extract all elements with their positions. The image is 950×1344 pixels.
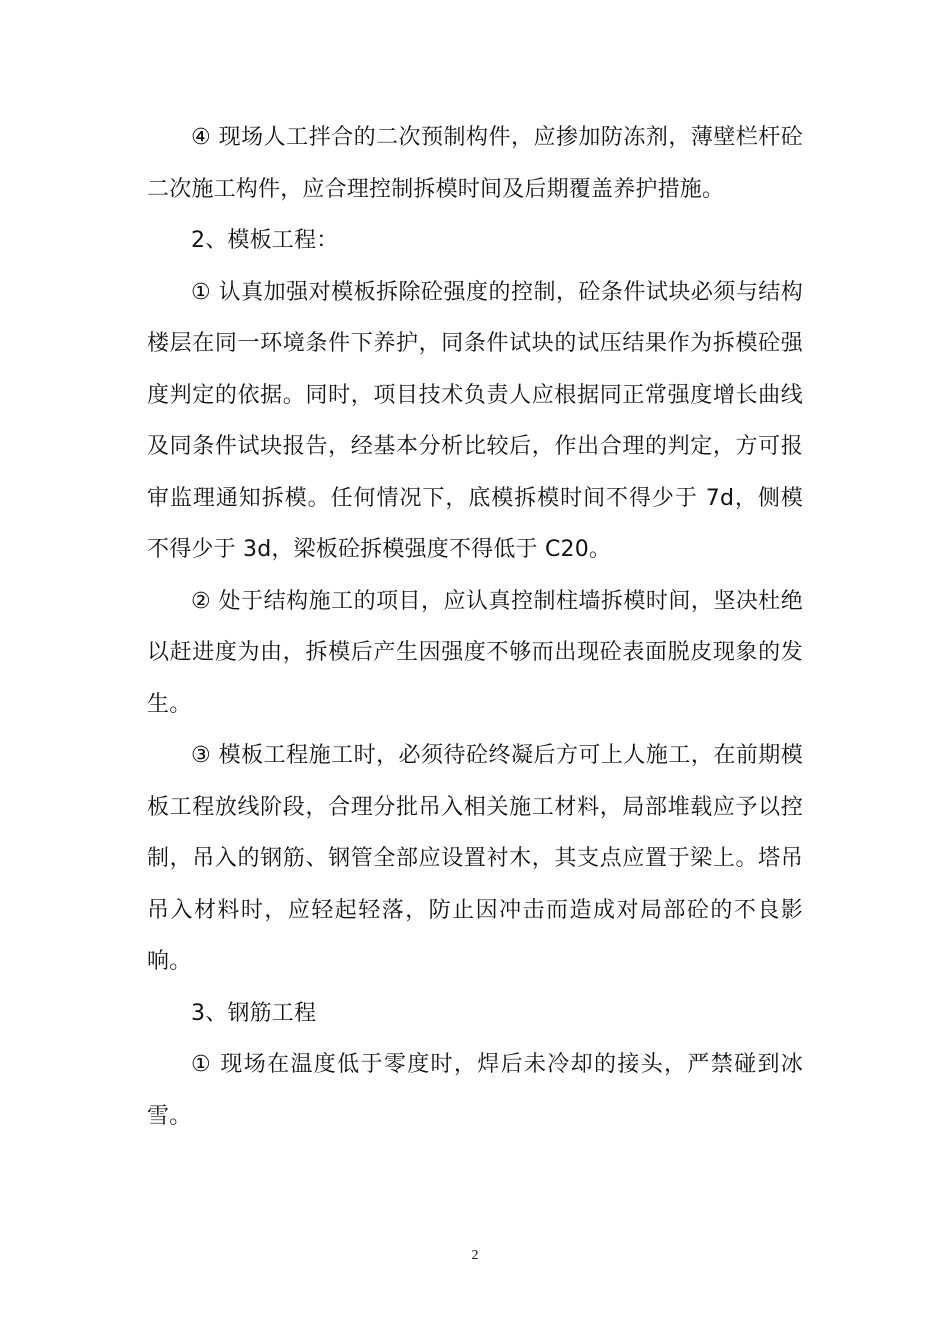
paragraph-formwork-removal-strength: ① 认真加强对模板拆除砼强度的控制，砼条件试块必须与结构楼层在同一环境条件下养护，同条件试块的试压结果作为拆模砼强度判定的依据。同时，项目技术负责人应根据同正常强度增长曲线及同条件试块报告，经基本分析比较后，作出合理的判定，方可报审监理通知拆模。任何情况下，底模拆模时间不得少于 7d，侧模不得少于 3d，梁板砼拆模强度不得低于 C20。 — [147, 279, 803, 562]
document-body — [147, 112, 803, 1142]
page-number: 2 — [471, 1248, 479, 1263]
paragraph-welding-low-temperature: ① 现场在温度低于零度时，焊后未冷却的接头，严禁碰到冰雪。 — [147, 1052, 803, 1129]
paragraph-formwork-construction: ③ 模板工程施工时，必须待砼终凝后方可上人施工，在前期模板工程放线阶段，合理分批吊入相关施工材料，局部堆载应予以控制，吊入的钢筋、钢管全部应设置衬木，其支点应置于梁上。塔吊吊入材料时，应轻起轻落，防止因冲击而造成对局部砼的不良影响。 — [147, 743, 803, 974]
paragraph-column-wall-removal: ② 处于结构施工的项目，应认真控制柱墙拆模时间，坚决杜绝以赶进度为由，拆模后产生因强度不够而出现砼表面脱皮现象的发生。 — [147, 588, 803, 717]
paragraph-antifreeze-precast: ④ 现场人工拌合的二次预制构件，应掺加防冻剂，薄壁栏杆砼二次施工构件，应合理控制拆模时间及后期覆盖养护措施。 — [147, 125, 803, 202]
section-heading-formwork: 2、模板工程： — [191, 228, 339, 253]
section-heading-rebar: 3、钢筋工程 — [191, 1000, 317, 1026]
